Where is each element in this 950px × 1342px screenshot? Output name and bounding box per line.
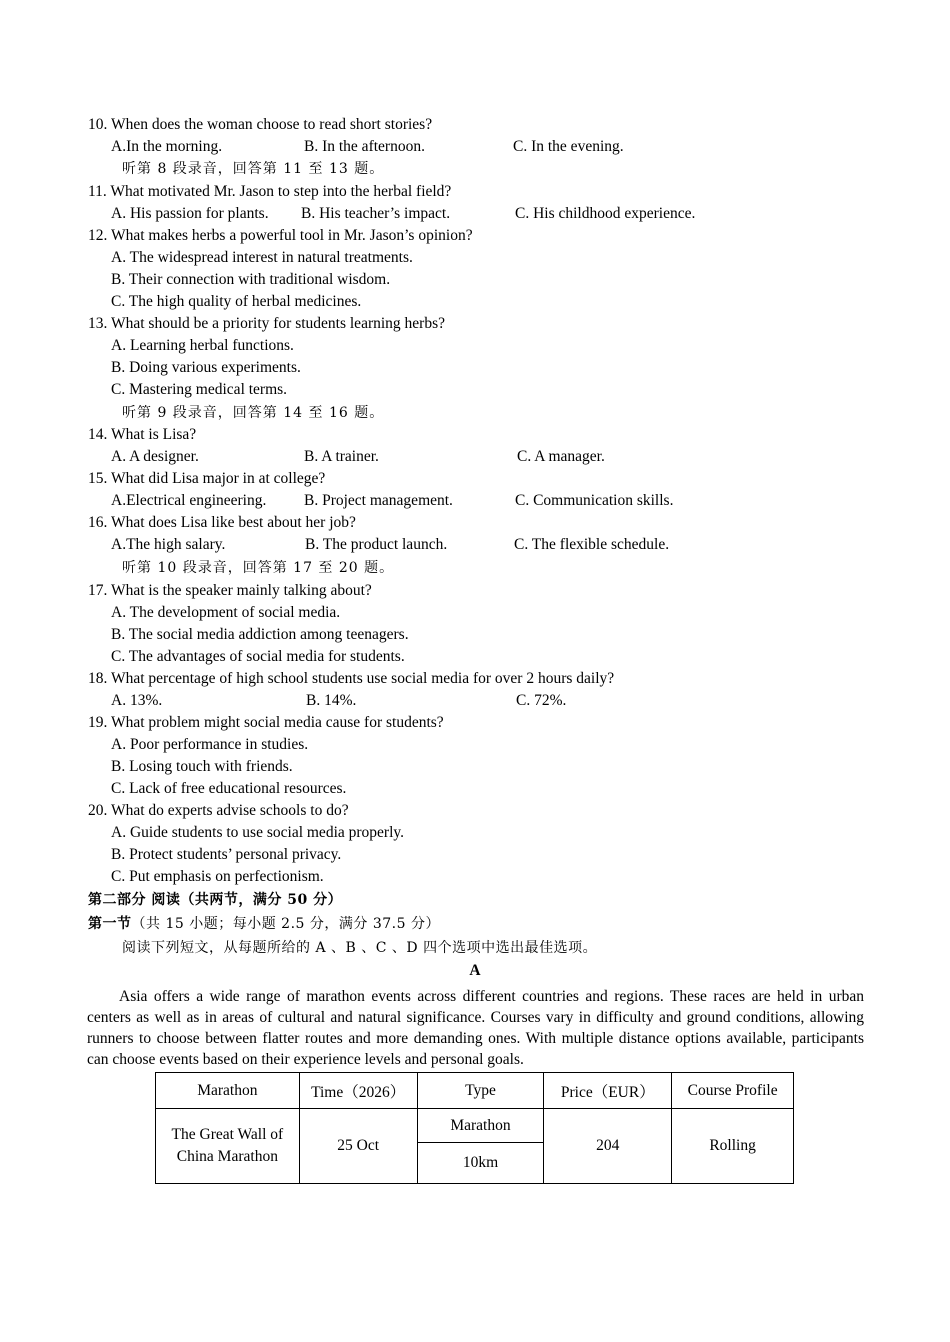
question-16-stem: 16. What does Lisa like best about her job? [88,514,356,531]
cell-course-profile: Rolling [672,1109,794,1184]
section-10-heading: 听第 10 段录音，回答第 17 至 20 题。 [122,560,395,576]
question-10-option-b: B. In the afternoon. [304,138,425,155]
question-13-stem: 13. What should be a priority for students learning herbs? [88,315,445,332]
question-17-stem: 17. What is the speaker mainly talking about? [88,582,372,599]
section-1-heading [88,914,440,934]
question-16-option-b: B. The product launch. [305,536,448,553]
question-13-option-a: A. Learning herbal functions. [111,337,294,354]
question-11-option-a: A. His passion for plants. [111,205,269,222]
question-11-option-b: B. His teacher’s impact. [301,205,451,222]
passage-letter: A [469,962,481,979]
question-14-option-b: B. A trainer. [304,448,379,465]
question-12-option-b: B. Their connection with traditional wisdom. [111,271,391,288]
question-17-option-c: C. The advantages of social media for students. [111,648,405,665]
question-11-stem: 11. What motivated Mr. Jason to step into the herbal field? [88,183,452,200]
header-course-profile: Course Profile [672,1073,794,1109]
section-1-label: 第一节 [88,916,132,932]
cell-price: 204 [544,1109,672,1184]
question-17-option-a: A. The development of social media. [111,604,341,621]
question-10-stem: 10. When does the woman choose to read short stories? [88,116,433,133]
cell-time: 25 Oct [299,1109,417,1184]
question-13-option-b: B. Doing various experiments. [111,359,301,376]
question-13-option-c: C. Mastering medical terms. [111,381,288,398]
question-16-option-a: A.The high salary. [111,536,226,553]
header-type: Type [417,1073,544,1109]
cell-marathon-name: The Great Wall of China Marathon [156,1109,300,1184]
question-14-option-c: C. A manager. [517,448,605,465]
question-20-option-c: C. Put emphasis on perfectionism. [111,868,324,885]
question-11-option-c: C. His childhood experience. [515,205,696,222]
question-10-option-c: C. In the evening. [513,138,624,155]
section-9-heading: 听第 9 段录音，回答第 14 至 16 题。 [122,405,385,421]
header-marathon: Marathon [156,1073,300,1109]
reading-instruction: 阅读下列短文，从每题所给的 A 、B 、C 、D 四个选项中选出最佳选项。 [122,940,598,956]
question-10-option-a: A.In the morning. [111,138,223,155]
question-15-option-a: A.Electrical engineering. [111,492,267,509]
question-18-option-c: C. 72%. [516,692,567,709]
question-17-option-b: B. The social media addiction among teenagers. [111,626,409,643]
question-15-stem: 15. What did Lisa major in at college? [88,470,326,487]
question-14-option-a: A. A designer. [111,448,199,465]
question-19-stem: 19. What problem might social media cause for students? [88,714,444,731]
question-19-option-c: C. Lack of free educational resources. [111,780,347,797]
question-15-option-b: B. Project management. [304,492,453,509]
question-20-option-a: A. Guide students to use social media properly. [111,824,405,841]
question-19-option-a: A. Poor performance in studies. [111,736,309,753]
question-12-stem: 12. What makes herbs a powerful tool in Mr. Jason’s opinion? [88,227,473,244]
header-price: Price（EUR） [544,1073,672,1109]
question-14-stem: 14. What is Lisa? [88,426,197,443]
question-15-option-c: C. Communication skills. [515,492,674,509]
question-18-option-a: A. 13%. [111,692,163,709]
question-12-option-c: C. The high quality of herbal medicines. [111,293,362,310]
question-19-option-b: B. Losing touch with friends. [111,758,293,775]
passage-paragraph: Asia offers a wide range of marathon events across different countries and regions. These races are held in urban centers as well as in areas of cultural and natural significance. Courses vary in difficulty and ground conditions, allowing runners to choose between flatter routes and more demanding ones. With multiple distance options available, participants can choose events based on their experience levels and personal goals. [87,988,864,1068]
cell-type-10km: 10km [417,1143,544,1184]
section-1-scoring: （共 15 小题；每小题 2.5 分，满分 37.5 分） [131,916,440,932]
question-18-stem: 18. What percentage of high school students use social media for over 2 hours daily? [88,670,615,687]
question-16-option-c: C. The flexible schedule. [514,536,670,553]
section-8-heading: 听第 8 段录音，回答第 11 至 13 题。 [122,161,385,177]
table-header-row [156,1073,794,1109]
question-20-stem: 20. What do experts advise schools to do? [88,802,349,819]
marathon-table [155,1072,794,1184]
question-18-option-b: B. 14%. [306,692,357,709]
question-12-option-a: A. The widespread interest in natural treatments. [111,249,413,266]
question-20-option-b: B. Protect students’ personal privacy. [111,846,342,863]
part-2-title: 第二部分 阅读（共两节，满分 50 分） [88,892,343,908]
header-time: Time（2026） [299,1073,417,1109]
cell-type-marathon: Marathon [417,1109,544,1143]
table-row [156,1109,794,1143]
